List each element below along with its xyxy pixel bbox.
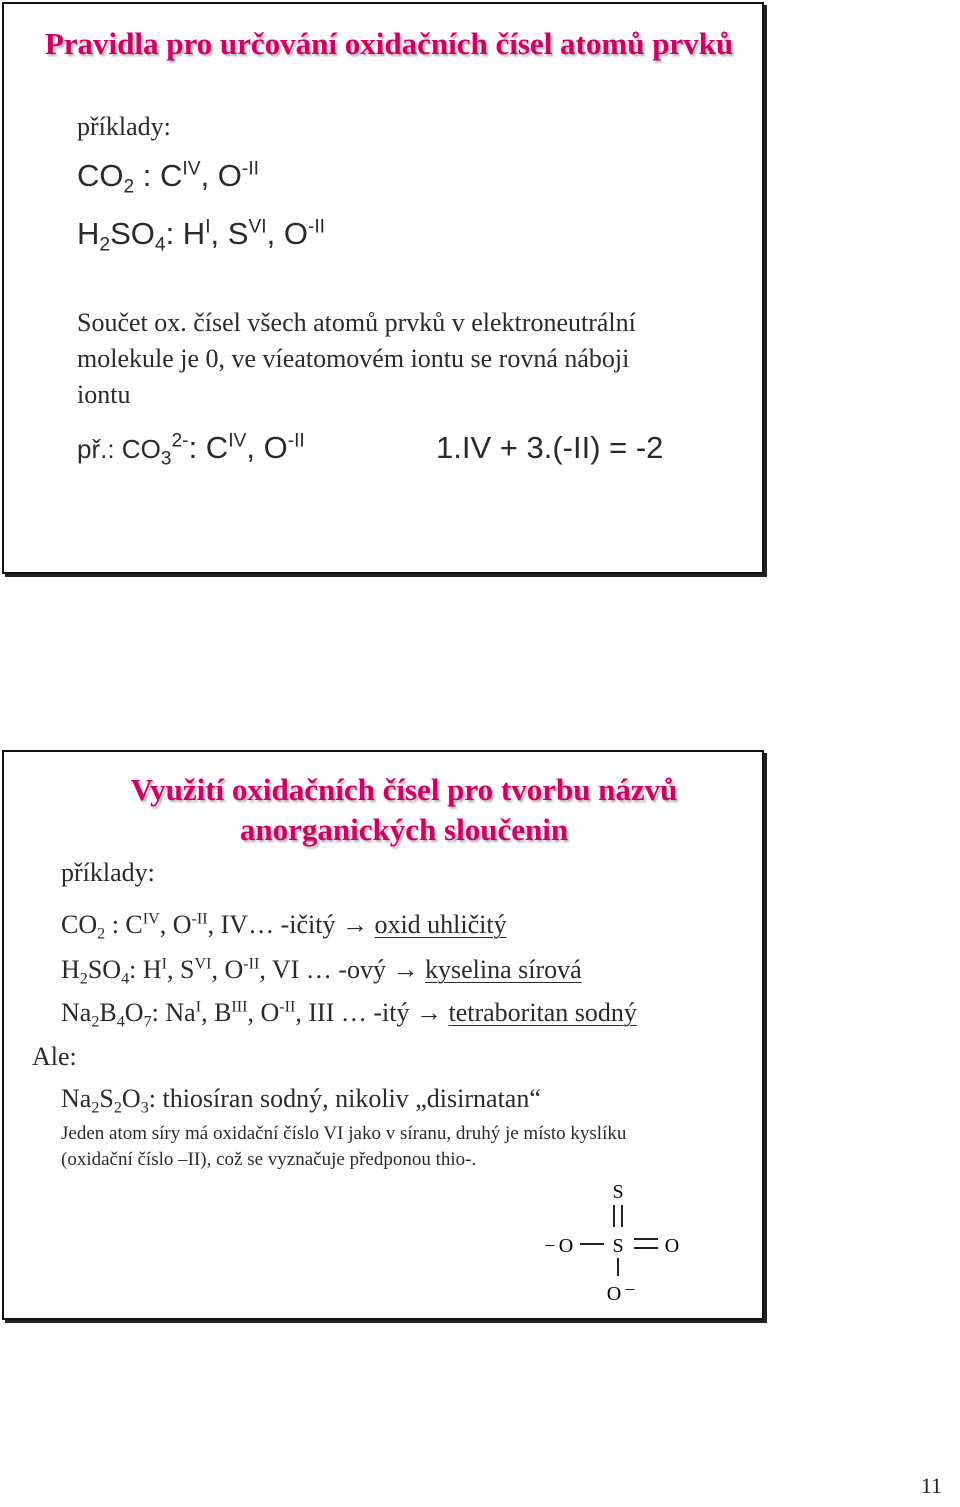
- note-line-2: (oxidační číslo –II), což se vyznačuje předponou thio-.: [61, 1149, 477, 1170]
- charge-calculation: 1.IV + 3.(-II) = -2: [436, 430, 664, 465]
- arrow-icon: →: [392, 955, 419, 984]
- examples-label: příklady:: [61, 858, 155, 887]
- structure-left-charge: –: [545, 1234, 555, 1254]
- example-row-na2b4o7: $Na_2B_4O_7$: $Na^I$, $B^{III}$, $O^{-II}$, III … -itý → tetraboritan sodný: [61, 998, 637, 1031]
- structure-bottom-charge: –: [625, 1278, 635, 1298]
- example-h2so4: $H_2SO_4$: $H^I$, $S^{VI}$, $O^{-II}$: [77, 216, 326, 256]
- example-co2: $CO_2$ : $C^{IV}$, $O^{-II}$: [77, 158, 259, 198]
- arrow-icon: →: [415, 998, 442, 1027]
- slide-1-title: Pravidla pro určování oxidačních čísel atomů prvků: [44, 26, 734, 61]
- structure-right-atom: O: [664, 1235, 680, 1257]
- rule-line-3: iontu: [77, 380, 131, 409]
- slide-2: [2, 750, 764, 1320]
- example-co3: př.: $CO_3^{2-}$: $C^{IV}$, $O^{-II}$: [77, 430, 305, 470]
- slide-2-title: Využití oxidačních čísel pro tvorbu názvů anorganických sloučenin: [130, 772, 678, 847]
- examples-label: příklady:: [77, 112, 171, 141]
- arrow-icon: →: [341, 910, 368, 939]
- rule-line-1: Součet ox. čísel všech atomů prvků v elektroneutrální: [77, 308, 636, 337]
- ale-label: Ale:: [32, 1042, 77, 1071]
- structure-left-atom: O: [558, 1235, 574, 1257]
- thiosulfate-structure: [524, 1172, 704, 1312]
- structure-center-atom: S: [612, 1235, 624, 1257]
- page-number: 11: [920, 1473, 942, 1498]
- note-line-1: Jeden atom síry má oxidační číslo VI jako v síranu, druhý je místo kyslíku: [61, 1123, 627, 1144]
- example-row-h2so4: $H_2SO_4$: $H^I$, $S^{VI}$, $O^{-II}$, VI … -ový → kyselina sírová: [61, 955, 582, 988]
- structure-bottom-atom: O: [606, 1283, 622, 1305]
- rule-line-2: molekule je 0, ve víeatomovém iontu se rovná náboji: [77, 344, 630, 373]
- example-row-co2: $CO_2$ : $C^{IV}$, $O^{-II}$, IV… -ičitý → oxid uhličitý: [61, 910, 507, 943]
- structure-top-atom: S: [612, 1181, 624, 1203]
- slide-1: [2, 2, 764, 574]
- example-row-na2s2o3: $Na_2S_2O_3$: thiosíran sodný, nikoliv „disirnatan“: [61, 1084, 541, 1117]
